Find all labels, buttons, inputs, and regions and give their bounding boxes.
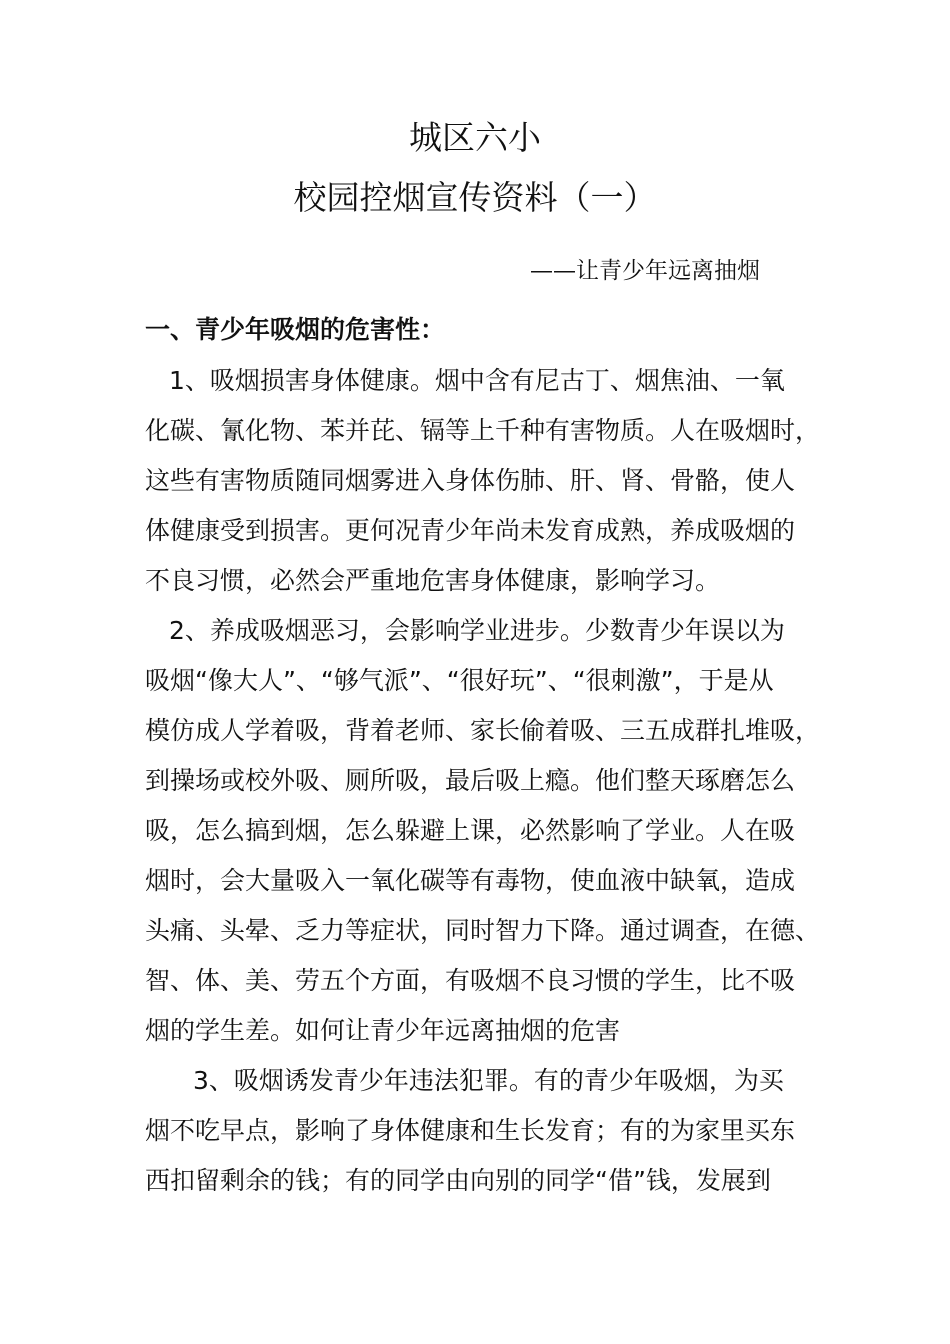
school-name-title: 城区六小 [409,118,541,157]
paragraph-line: 模仿成人学着吸，背着老师、家长偷着吸、三五成群扎堆吸， [145,716,821,745]
paragraph-line: 烟的学生差。如何让青少年远离抽烟的危害 [145,1016,621,1045]
document-subtitle: ——让青少年远离抽烟 [530,258,760,284]
paragraph-line: 吸，怎么搞到烟，怎么躲避上课，必然影响了学业。人在吸 [145,816,796,845]
paragraph-line: 1、吸烟损害身体健康。烟中含有尼古丁、烟焦油、一氧 [169,366,785,395]
paragraph-line: 体健康受到损害。更何况青少年尚未发育成熟，养成吸烟的 [145,516,796,545]
section-heading: 一、青少年吸烟的危害性： [145,315,446,344]
paragraph-line: 头痛、头晕、乏力等症状，同时智力下降。通过调查，在德、 [145,916,821,945]
paragraph-line: 智、体、美、劳五个方面，有吸烟不良习惯的学生，比不吸 [145,966,796,995]
document-title: 校园控烟宣传资料（一） [293,178,657,217]
paragraph-line: 烟不吃早点，影响了身体健康和生长发育；有的为家里买东 [145,1116,796,1145]
paragraph-line: 到操场或校外吸、厕所吸，最后吸上瘾。他们整天琢磨怎么 [145,766,796,795]
paragraph-line: 3、吸烟诱发青少年违法犯罪。有的青少年吸烟，为买 [193,1066,784,1095]
paragraph-line: 烟时，会大量吸入一氧化碳等有毒物，使血液中缺氧，造成 [145,866,796,895]
body-text [145,356,825,1206]
paragraph-line: 吸烟“像大人”、“够气派”、“很好玩”、“很刺激”，于是从 [145,666,774,695]
paragraph-line: 2、养成吸烟恶习，会影响学业进步。少数青少年误以为 [169,616,785,645]
paragraph-line: 这些有害物质随同烟雾进入身体伤肺、肝、肾、骨骼，使人 [145,466,796,495]
paragraph-line: 化碳、氰化物、苯并芘、镉等上千种有害物质。人在吸烟时， [145,416,821,445]
paragraph-line: 不良习惯，必然会严重地危害身体健康，影响学习。 [145,566,721,595]
paragraph-line: 西扣留剩余的钱；有的同学由向别的同学“借”钱，发展到 [145,1166,771,1195]
